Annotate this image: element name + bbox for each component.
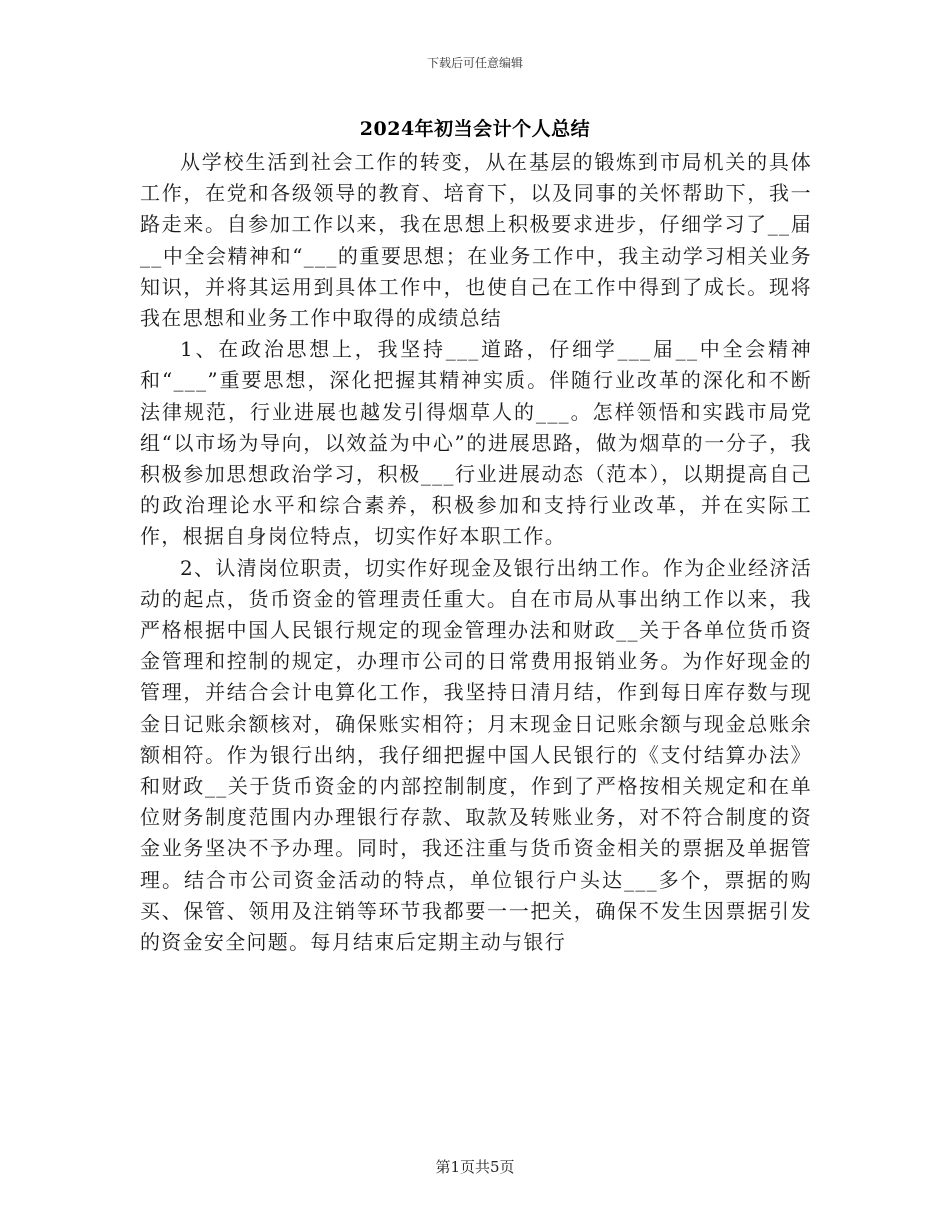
document-body (140, 147, 812, 958)
document-title: 2024年初当会计个人总结 (359, 118, 591, 140)
header-note: 下载后可任意编辑 (426, 56, 523, 70)
paragraph-political-thought: 1、在政治思想上，我坚持___道路，仔细学___届__中全会精神和“___”重要思想，深化把握其精神实质。伴随行业改革的深化和不断法律规范，行业进展也越发引得烟草人的___。怎样领悟和实践市局党组“以市场为导向，以效益为中心”的进展思路，做为烟草的一分子，我积极参加思想政治学习，积极___行业进展动态（范本），以期提高自己的政治理论水平和综合素养，积极参加和支持行业改革，并在实际工作，根据自身岗位特点，切实作好本职工作。 (140, 337, 812, 549)
paragraph-cashier-duties: 2、认清岗位职责，切实作好现金及银行出纳工作。作为企业经济活动的起点，货币资金的管理责任重大。自在市局从事出纳工作以来，我严格根据中国人民银行规定的现金管理办法和财政__关于各单位货币资金管理和控制的规定，办理市公司的日常费用报销业务。为作好现金的管理，并结合会计电算化工作，我坚持日清月结，作到每日库存数与现金日记账余额核对，确保账实相符；月末现金日记账余额与现金总账余额相符。作为银行出纳，我仔细把握中国人民银行的《支付结算办法》和财政__关于货币资金的内部控制制度，作到了严格按相关规定和在单位财务制度范围内办理银行存款、取款及转账业务，对不符合制度的资金业务坚决不予办理。同时，我还注重与货币资金相关的票据及单据管理。结合市公司资金活动的特点，单位银行户头达___多个，票据的购买、保管、领用及注销等环节我都要一一把关，确保不发生因票据引发的资金安全问题。每月结束后定期主动与银行 (140, 555, 812, 955)
paragraph-intro: 从学校生活到社会工作的转变，从在基层的锻炼到市局机关的具体工作，在党和各级领导的教育、培育下，以及同事的关怀帮助下，我一路走来。自参加工作以来，我在思想上积极要求进步，仔细学习了__届__中全会精神和“___的重要思想；在业务工作中，我主动学习相关业务知识，并将其运用到具体工作中，也使自己在工作中得到了成长。现将我在思想和业务工作中取得的成绩总结 (140, 150, 812, 331)
page-number-footer: 第1页共5页 (435, 1158, 515, 1176)
